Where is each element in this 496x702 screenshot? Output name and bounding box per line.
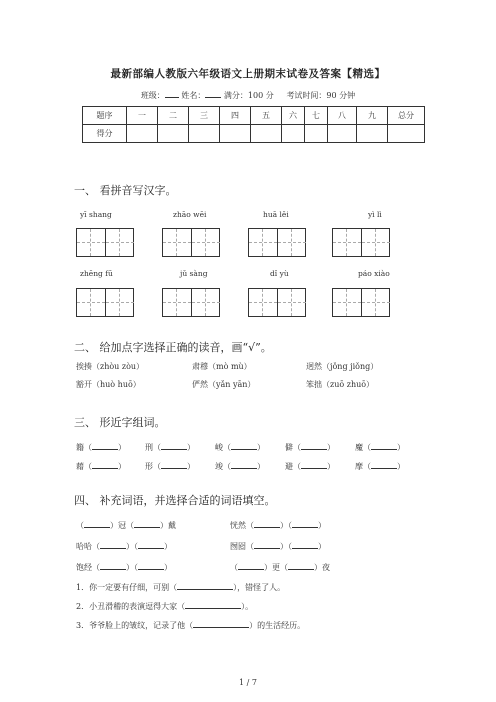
answer-blank[interactable]	[231, 460, 257, 469]
score-cell[interactable]	[127, 125, 158, 143]
pinyin-label: huā lěi	[263, 210, 289, 219]
writing-grid[interactable]	[162, 228, 220, 257]
answer-blank[interactable]	[238, 561, 264, 570]
char-label: 避	[285, 462, 293, 471]
answer-blank[interactable]	[301, 460, 327, 469]
reading-item[interactable]: 笨拙（zuō zhuō）	[306, 380, 375, 389]
answer-blank[interactable]	[254, 540, 280, 549]
char-item: 刑（ ）	[145, 443, 195, 452]
reading-item[interactable]: 俨然（yǎn yān）	[192, 380, 256, 389]
class-label: 班级：	[140, 91, 165, 100]
sentence-text: ）的生活经历。	[249, 621, 306, 630]
score-cell[interactable]	[251, 125, 282, 143]
char-item: 峻（ ）	[215, 443, 265, 452]
idiom-item: （ ）冠（ ）戴	[76, 521, 176, 530]
class-blank	[165, 89, 179, 98]
score-header-cell: 八	[328, 107, 357, 125]
char-item: 僻（ ）	[285, 443, 335, 452]
idiom-item: 囫囵（ ）（ ）	[230, 542, 326, 551]
section2-heading: 二、 给加点字选择正确的读音，画“√”。	[74, 341, 272, 354]
answer-blank[interactable]	[92, 460, 118, 469]
answer-blank[interactable]	[292, 540, 318, 549]
section3-heading: 三、 形近字组词。	[74, 416, 166, 429]
writing-grid[interactable]	[248, 228, 306, 257]
answer-blank[interactable]	[301, 441, 327, 450]
score-header-cell: 一	[127, 107, 158, 125]
score-label: 满分：100 分	[223, 91, 274, 100]
reading-item[interactable]: 迥然（jǒng jiǒng）	[306, 362, 379, 371]
answer-blank[interactable]	[231, 441, 257, 450]
char-label: 刑	[145, 443, 153, 452]
idiom-item: 饱经（ ）（ ）	[76, 563, 172, 572]
score-cell[interactable]	[282, 125, 305, 143]
idiom-char: 恍然	[230, 521, 246, 530]
writing-grid[interactable]	[162, 288, 220, 317]
char-label: 摩	[355, 462, 363, 471]
sentence-text: ），错怪了人。	[233, 583, 286, 592]
page-title: 最新部编人教版六年级语文上册期末试卷及答案【精选】	[110, 68, 386, 80]
pinyin-label: zhāo wēi	[173, 210, 207, 219]
answer-blank[interactable]	[100, 561, 126, 570]
idiom-char: 夜	[322, 563, 330, 572]
answer-blank[interactable]	[161, 441, 187, 450]
answer-blank[interactable]	[92, 441, 118, 450]
reading-item[interactable]: 挨揍（zhòu zòu）	[76, 362, 145, 371]
score-row-label: 得分	[83, 125, 127, 143]
score-cell[interactable]	[158, 125, 189, 143]
idiom-char: 冠	[118, 521, 126, 530]
score-header-cell: 二	[158, 107, 189, 125]
answer-blank[interactable]	[138, 540, 164, 549]
score-header-cell: 六	[282, 107, 305, 125]
char-item: 藉（ ）	[76, 462, 126, 471]
idiom-char: 哈哈	[76, 542, 92, 551]
writing-grid[interactable]	[76, 288, 134, 317]
score-cell[interactable]	[328, 125, 357, 143]
fill-sentence	[76, 600, 253, 612]
char-label: 僻	[285, 443, 293, 452]
score-header-cell: 五	[251, 107, 282, 125]
name-label: 姓名：	[181, 91, 206, 100]
idiom-item: 哈哈（ ）（ ）	[76, 542, 172, 551]
score-header-cell: 题序	[83, 107, 127, 125]
char-label: 籍	[76, 443, 84, 452]
char-label: 藉	[76, 462, 84, 471]
section1-heading: 一、 看拼音写汉字。	[74, 184, 177, 197]
score-header-cell: 七	[305, 107, 328, 125]
reading-item[interactable]: 豁开（huò huō）	[76, 380, 141, 389]
answer-blank[interactable]	[161, 460, 187, 469]
name-blank	[205, 89, 221, 98]
page-number: 1 / 7	[239, 678, 257, 687]
score-value-row	[83, 125, 425, 143]
score-cell[interactable]	[220, 125, 251, 143]
answer-blank[interactable]	[100, 540, 126, 549]
char-label: 峻	[215, 443, 223, 452]
writing-grid[interactable]	[332, 228, 390, 257]
char-item: 籍（ ）	[76, 443, 126, 452]
idiom-char: 更	[272, 563, 280, 572]
char-item: 魔（ ）	[355, 443, 405, 452]
answer-blank[interactable]	[138, 561, 164, 570]
char-item: 摩（ ）	[355, 462, 405, 471]
answer-blank[interactable]	[254, 519, 280, 528]
answer-blank[interactable]	[288, 561, 314, 570]
score-header-cell: 总分	[388, 107, 425, 125]
sentence-text: ）。	[241, 602, 254, 611]
reading-item[interactable]: 肃穆（mò mù）	[192, 362, 252, 371]
score-cell[interactable]	[305, 125, 328, 143]
section4-heading: 四、 补充词语，并选择合适的词语填空。	[74, 494, 276, 507]
pinyin-label: dǐ yù	[270, 269, 289, 278]
score-header-cell: 三	[189, 107, 220, 125]
pinyin-label: zhēng fū	[80, 269, 113, 278]
answer-blank[interactable]	[371, 460, 397, 469]
char-label: 竣	[215, 462, 223, 471]
pinyin-label: jǔ sàng	[180, 269, 208, 278]
idiom-item: 恍然（ ）（ ）	[230, 521, 326, 530]
idiom-char: 戴	[168, 521, 176, 530]
pinyin-label: yī shang	[80, 210, 112, 219]
fill-sentence	[76, 619, 305, 631]
answer-blank[interactable]	[371, 441, 397, 450]
fill-sentence	[76, 581, 285, 593]
char-item: 竣（ ）	[215, 462, 265, 471]
sentence-text: 2．小丑滑稽的表演逗得大家（	[76, 602, 186, 611]
score-table	[82, 106, 425, 143]
char-item: 避（ ）	[285, 462, 335, 471]
idiom-item: （ ）更（ ）夜	[230, 563, 330, 572]
sentence-text: 1．你一定要有仔细，可别（	[76, 583, 178, 592]
char-item: 形（ ）	[145, 462, 195, 471]
sentence-text: 3．爷爷脸上的皱纹，记录了他（	[76, 621, 194, 630]
answer-blank[interactable]	[193, 619, 249, 628]
answer-blank[interactable]	[134, 519, 160, 528]
writing-grid[interactable]	[248, 288, 306, 317]
char-label: 魔	[355, 443, 363, 452]
score-cell[interactable]	[388, 125, 425, 143]
answer-blank[interactable]	[292, 519, 318, 528]
writing-grid[interactable]	[76, 228, 134, 257]
answer-blank[interactable]	[185, 600, 241, 609]
answer-blank[interactable]	[177, 581, 233, 590]
answer-blank[interactable]	[84, 519, 110, 528]
pinyin-label: yì lì	[368, 210, 382, 219]
score-header-cell: 九	[357, 107, 388, 125]
idiom-char: 饱经	[76, 563, 92, 572]
time-label: 考试时间：90 分钟	[286, 91, 356, 100]
exam-info	[0, 89, 496, 101]
char-label: 形	[145, 462, 153, 471]
writing-grid[interactable]	[332, 288, 390, 317]
score-header-row	[83, 107, 425, 125]
pinyin-label: páo xiào	[358, 269, 390, 278]
idiom-char: 囫囵	[230, 542, 246, 551]
score-cell[interactable]	[357, 125, 388, 143]
score-cell[interactable]	[189, 125, 220, 143]
score-header-cell: 四	[220, 107, 251, 125]
